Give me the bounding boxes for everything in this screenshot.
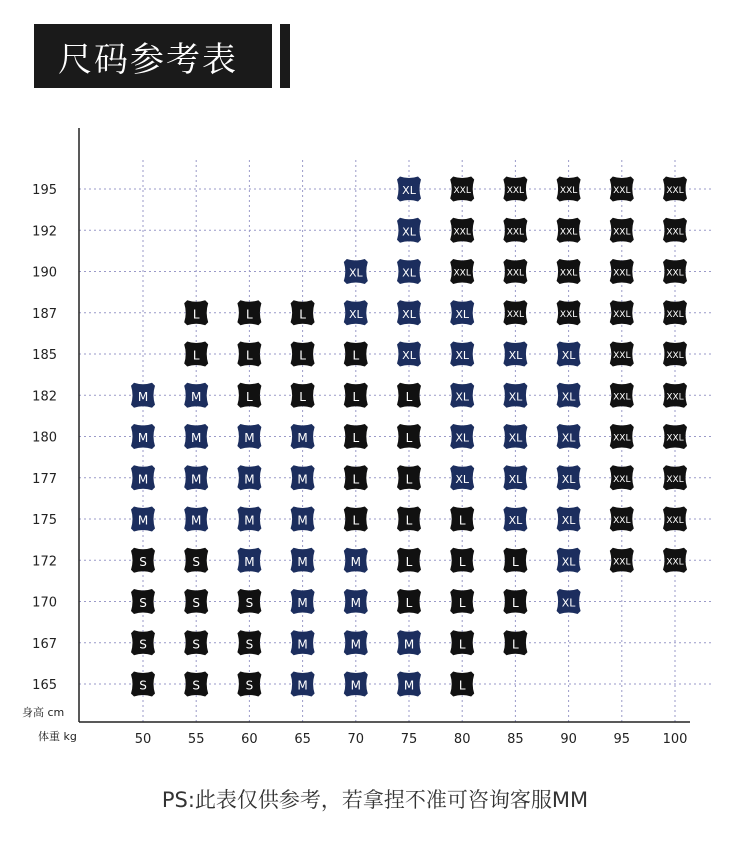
size-tag-label: S bbox=[245, 637, 254, 652]
size-tag-label: L bbox=[512, 596, 519, 610]
y-tick-label: 195 bbox=[32, 183, 57, 198]
x-tick-label: 100 bbox=[662, 732, 688, 747]
size-tag-label: XXL bbox=[559, 227, 578, 238]
size-tag-label: M bbox=[191, 431, 202, 445]
size-tag-label: XXL bbox=[666, 309, 684, 320]
size-tag-label: M bbox=[244, 513, 255, 528]
size-tag-label: L bbox=[512, 554, 519, 569]
size-tag-label: S bbox=[245, 678, 254, 693]
size-tag-label: XXL bbox=[559, 309, 578, 320]
size-tag-label: S bbox=[139, 554, 147, 569]
size-tag-label: M bbox=[191, 389, 202, 404]
size-tag-label: M bbox=[350, 596, 361, 610]
size-tag-label: L bbox=[458, 678, 466, 693]
y-tick-label: 167 bbox=[32, 636, 57, 652]
page-title: 尺码参考表 bbox=[58, 39, 238, 80]
size-tag-label: M bbox=[137, 472, 149, 487]
size-tag-label: M bbox=[244, 554, 255, 569]
size-tag-label: M bbox=[297, 472, 308, 487]
size-tag-label: M bbox=[350, 678, 361, 693]
size-tag-label: XXL bbox=[613, 227, 631, 238]
size-tag-label: XXL bbox=[666, 268, 684, 279]
size-tag-label: L bbox=[246, 389, 253, 404]
size-tag-label: M bbox=[244, 472, 255, 487]
size-tag-label: XXL bbox=[613, 516, 631, 526]
size-tag-label: S bbox=[139, 678, 147, 693]
size-tag-label: L bbox=[352, 389, 360, 404]
size-tag-label: S bbox=[192, 637, 201, 652]
y-tick-label: 192 bbox=[32, 224, 57, 240]
size-tag-label: XL bbox=[561, 472, 576, 486]
size-tag-label: S bbox=[245, 596, 254, 610]
size-tag-label: XL bbox=[508, 390, 523, 404]
size-tag-label: L bbox=[192, 307, 200, 322]
size-tag-label: L bbox=[405, 472, 413, 487]
size-tag-label: XL bbox=[508, 431, 523, 445]
size-tag-label: L bbox=[458, 637, 466, 652]
y-tick-label: 170 bbox=[32, 595, 57, 611]
size-tag-label: L bbox=[352, 348, 360, 363]
size-tag-label: XL bbox=[561, 390, 576, 404]
size-tag-label: XL bbox=[348, 266, 363, 280]
size-tag-label: XL bbox=[348, 307, 363, 321]
size-tag-label: L bbox=[512, 637, 519, 652]
size-tag-label: L bbox=[458, 554, 466, 569]
size-tag-label: XXL bbox=[666, 186, 684, 196]
size-tag-label: XL bbox=[561, 431, 576, 445]
y-tick-label: 187 bbox=[32, 306, 57, 322]
size-tag-label: L bbox=[299, 348, 306, 363]
size-tag-label: S bbox=[139, 637, 147, 652]
size-tag-label: XXL bbox=[613, 268, 631, 279]
size-tag-label: XXL bbox=[613, 186, 631, 196]
y-tick-label: 185 bbox=[32, 348, 57, 363]
size-tag-label: L bbox=[246, 348, 253, 363]
size-tag-label: L bbox=[405, 596, 413, 610]
size-tag-label: XXL bbox=[506, 309, 525, 320]
size-tag-label: XL bbox=[402, 184, 416, 197]
size-tag-label: M bbox=[297, 431, 308, 445]
y-tick-label: 175 bbox=[32, 513, 57, 528]
size-tag-label: M bbox=[137, 431, 149, 445]
size-tag-label: XXL bbox=[506, 227, 525, 238]
size-tag-label: M bbox=[191, 472, 202, 487]
size-tag-label: L bbox=[405, 389, 413, 404]
size-tag-label: M bbox=[244, 431, 255, 445]
size-tag-label: XL bbox=[561, 555, 576, 569]
size-tag-label: S bbox=[192, 678, 201, 693]
size-tag-label: XL bbox=[508, 472, 523, 486]
size-tag-label: XL bbox=[455, 472, 470, 486]
size-tag-label: XL bbox=[402, 307, 416, 321]
size-tag-label: XXL bbox=[666, 392, 684, 403]
size-tag-label: XXL bbox=[453, 268, 471, 279]
size-tag-label: M bbox=[297, 678, 308, 693]
size-tag-label: XL bbox=[561, 514, 576, 527]
size-tag-label: M bbox=[297, 637, 308, 652]
x-tick-label: 90 bbox=[560, 732, 577, 747]
size-tag-label: L bbox=[246, 307, 253, 322]
size-tag-label: XXL bbox=[666, 474, 684, 485]
size-tag-label: S bbox=[139, 596, 147, 610]
size-tag-label: XXL bbox=[613, 474, 631, 485]
x-tick-label: 60 bbox=[241, 732, 258, 747]
size-tag-label: XXL bbox=[506, 268, 525, 279]
size-tag-label: M bbox=[350, 637, 361, 652]
x-tick-label: 50 bbox=[134, 732, 152, 747]
size-tag-label: XL bbox=[455, 349, 470, 362]
y-tick-label: 180 bbox=[32, 430, 57, 446]
x-tick-label: 80 bbox=[453, 732, 471, 747]
size-tag-label: M bbox=[403, 678, 415, 693]
size-tag-label: M bbox=[350, 554, 361, 569]
size-tag-label: XXL bbox=[613, 351, 631, 361]
size-tag-label: XXL bbox=[613, 392, 631, 403]
y-tick-label: 182 bbox=[32, 389, 57, 405]
size-tag-label: M bbox=[403, 637, 415, 652]
size-tag-label: S bbox=[192, 596, 201, 610]
size-tag-label: XXL bbox=[453, 186, 471, 196]
size-tag-label: XL bbox=[402, 349, 416, 362]
x-tick-label: 70 bbox=[347, 732, 365, 747]
size-tag-label: XL bbox=[455, 431, 470, 445]
size-tag-label: XXL bbox=[666, 433, 684, 444]
size-tag-label: L bbox=[405, 513, 413, 528]
y-axis-label: 身高 cm bbox=[22, 706, 65, 719]
x-tick-label: 55 bbox=[187, 732, 205, 747]
size-tag-label: M bbox=[297, 513, 308, 528]
x-tick-label: 95 bbox=[613, 732, 631, 747]
size-tag-label: XXL bbox=[559, 186, 578, 196]
size-tag-label: XXL bbox=[666, 351, 684, 361]
y-tick-label: 190 bbox=[32, 265, 57, 281]
size-tag-label: XL bbox=[561, 596, 576, 610]
size-tag-label: XXL bbox=[666, 516, 684, 526]
size-tag-label: L bbox=[458, 513, 466, 528]
size-tag-label: XL bbox=[508, 514, 523, 527]
size-tag-label: M bbox=[191, 513, 202, 528]
size-tag-label: L bbox=[352, 513, 360, 528]
size-tag-label: XL bbox=[455, 307, 470, 321]
x-tick-label: 75 bbox=[400, 732, 418, 747]
size-tag-label: M bbox=[137, 513, 149, 528]
size-tag-label: XL bbox=[561, 349, 576, 362]
footnote: PS:此表仅供参考，若拿捏不准可咨询客服MM bbox=[161, 788, 589, 812]
size-tag-label: M bbox=[297, 554, 308, 569]
size-tag-label: XL bbox=[508, 349, 523, 362]
size-tag-label: XXL bbox=[613, 433, 631, 444]
x-axis-label: 体重 kg bbox=[38, 730, 77, 743]
size-tag-label: L bbox=[299, 389, 306, 404]
size-tag-label: M bbox=[137, 389, 149, 404]
size-tag-label: L bbox=[299, 307, 306, 322]
size-tag-label: XXL bbox=[559, 268, 578, 279]
size-tag-label: XXL bbox=[666, 557, 684, 568]
y-tick-label: 165 bbox=[32, 678, 57, 693]
size-tag-label: XXL bbox=[506, 186, 525, 196]
y-tick-label: 172 bbox=[32, 554, 57, 570]
size-tag-label: L bbox=[405, 554, 413, 569]
size-tag-label: L bbox=[192, 348, 200, 363]
size-tag-label: XL bbox=[455, 390, 470, 404]
size-tag-label: S bbox=[192, 554, 201, 569]
size-tag-label: XXL bbox=[666, 227, 684, 238]
size-tag-label: XXL bbox=[613, 557, 631, 568]
size-tag-label: XXL bbox=[453, 227, 471, 238]
y-tick-label: 177 bbox=[32, 471, 57, 487]
size-tag-label: L bbox=[405, 431, 413, 445]
size-tag-label: XL bbox=[402, 225, 416, 239]
size-tag-label: L bbox=[352, 431, 360, 445]
size-tag-label: L bbox=[458, 596, 466, 610]
size-tag-label: M bbox=[297, 596, 308, 610]
x-tick-label: 85 bbox=[507, 732, 524, 747]
size-tag-label: XL bbox=[402, 266, 416, 280]
size-tag-label: L bbox=[352, 472, 360, 487]
size-tag-label: XXL bbox=[613, 309, 631, 320]
x-tick-label: 65 bbox=[294, 732, 311, 747]
